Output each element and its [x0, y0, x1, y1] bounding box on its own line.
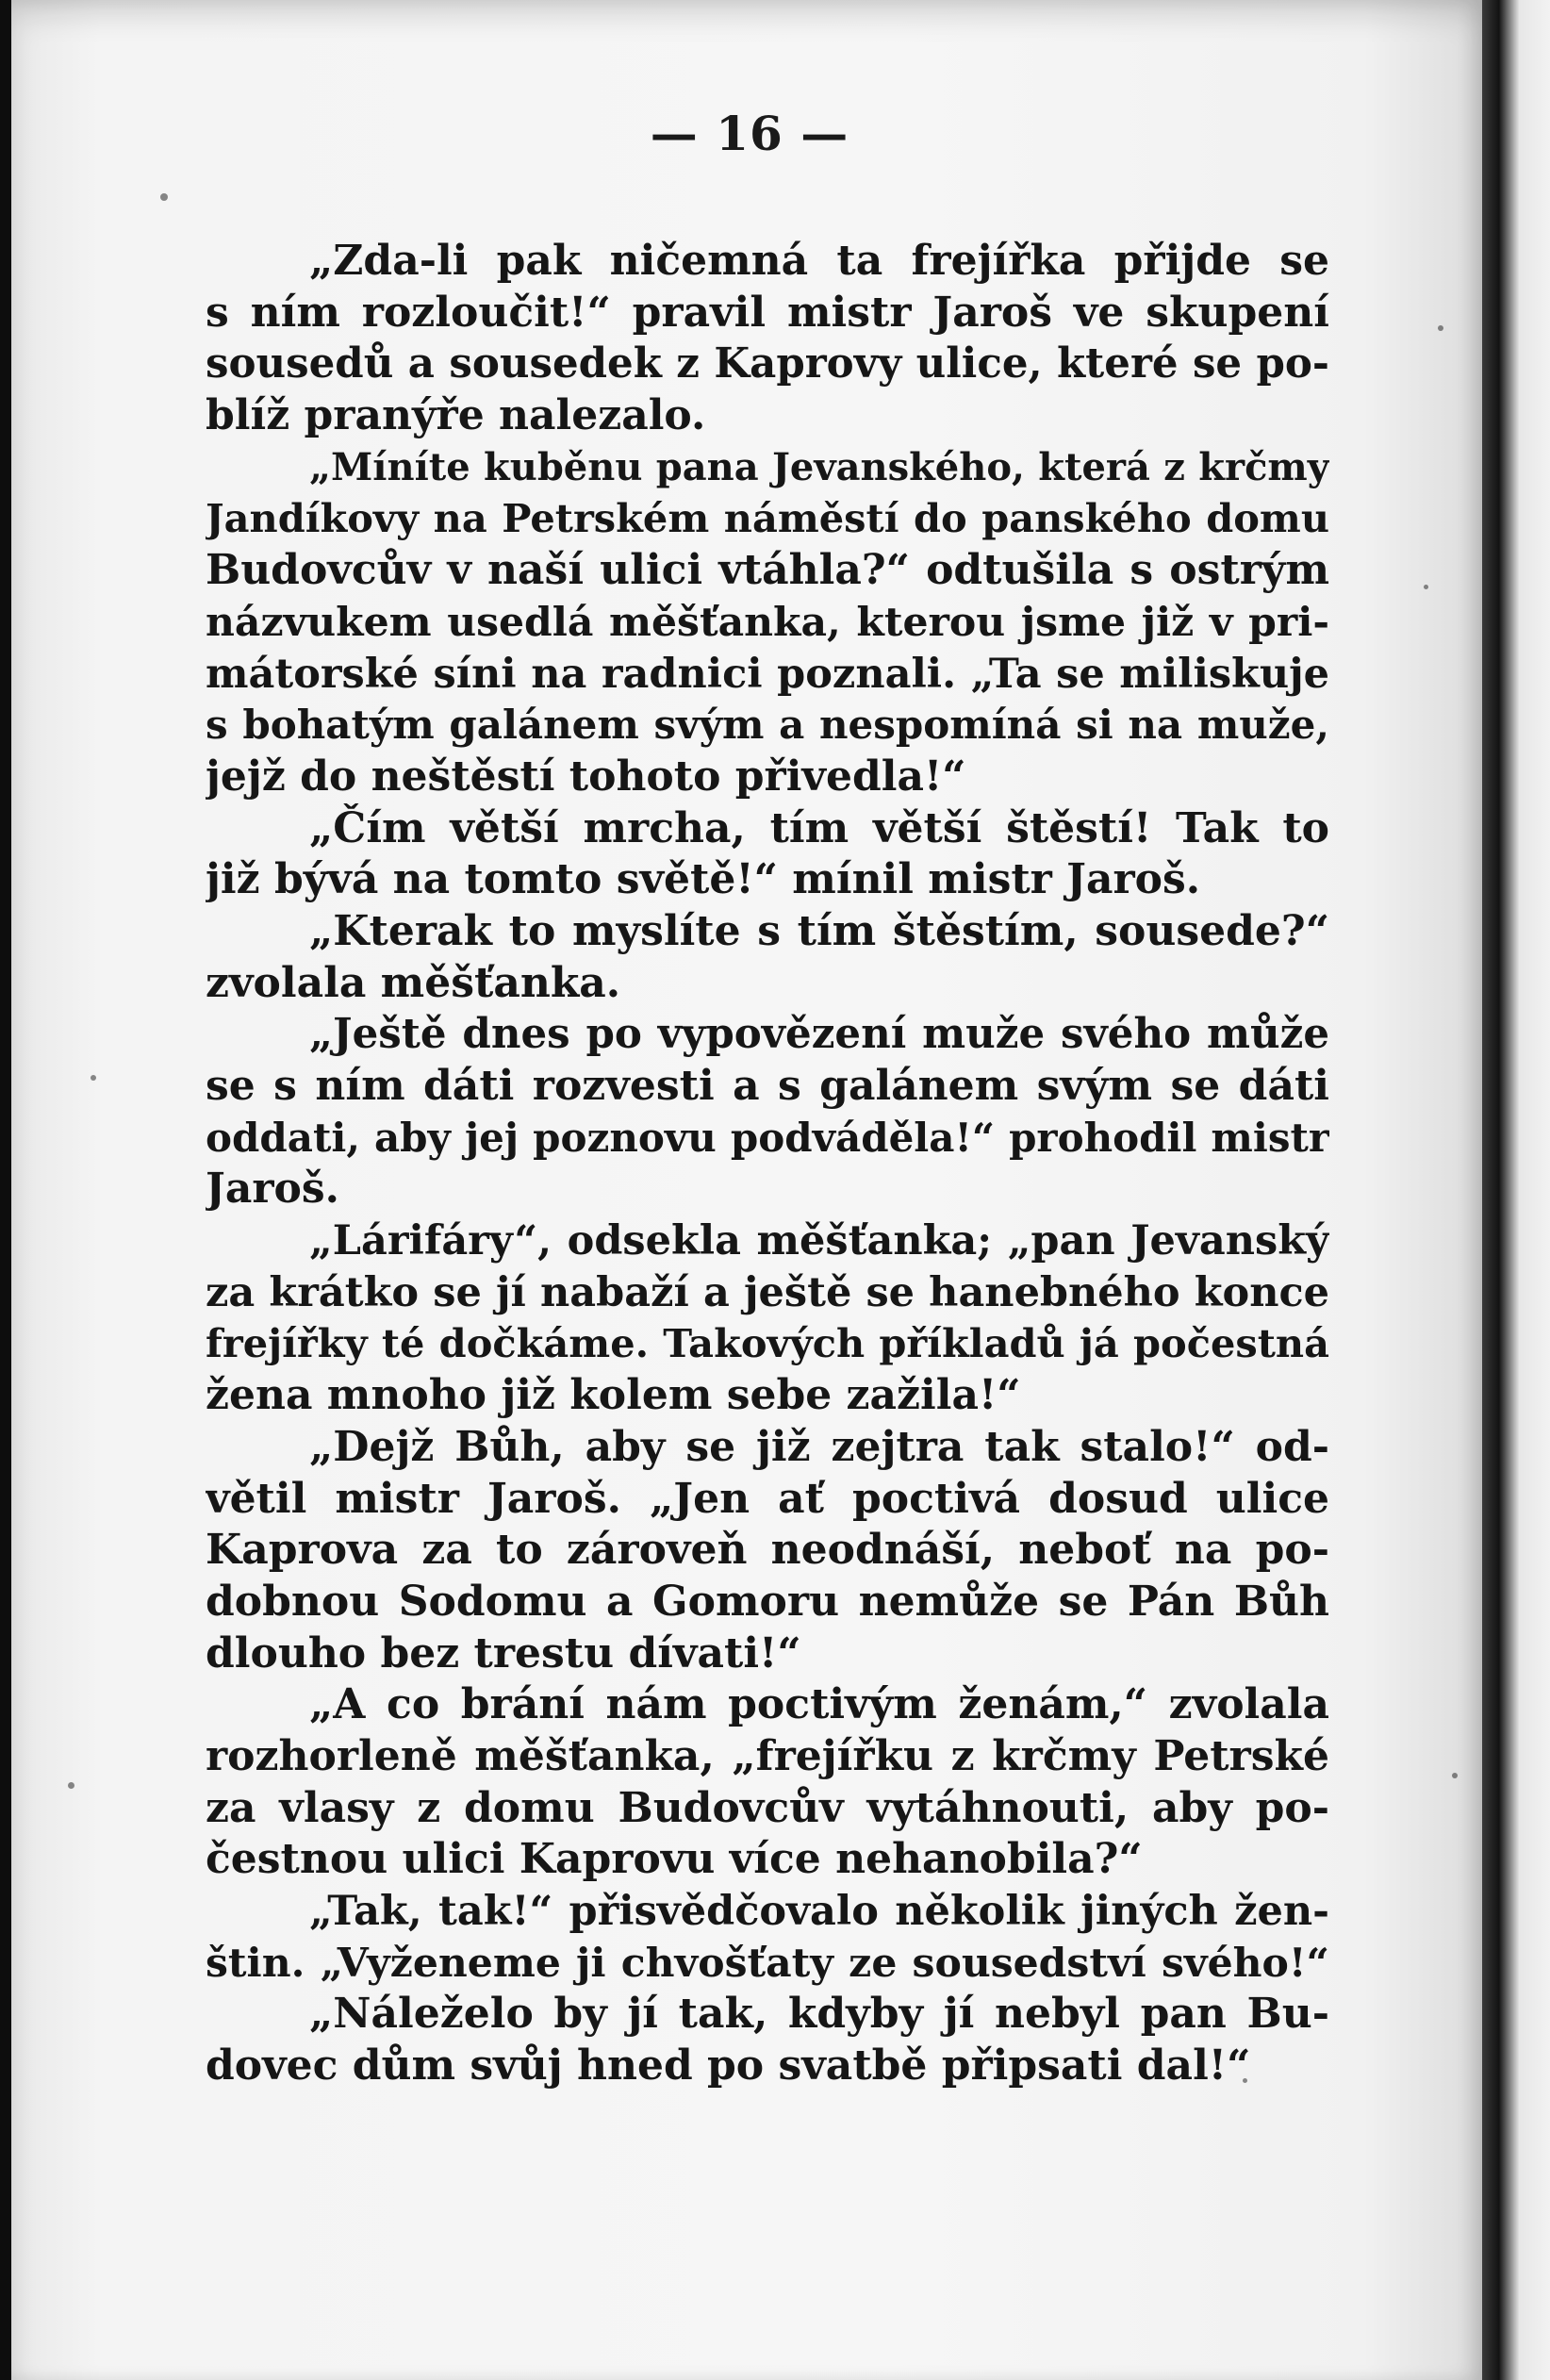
text-line: dobnou Sodomu a Gomoru nemůže se Pán Bůh: [206, 1577, 1329, 1626]
text-line: Kaprova za to zároveň neodnáší, neboť na po-: [206, 1526, 1329, 1575]
paper-speck: [1424, 585, 1428, 589]
text-line: s ním rozloučit!“ pravil mistr Jaroš ve skupení: [206, 288, 1329, 337]
paper-speck: [160, 193, 168, 201]
text-line: se s ním dáti rozvesti a s galánem svým se dáti: [206, 1062, 1329, 1110]
text-line: mátorské síni na radnici poznali. „Ta se miliskuje: [206, 650, 1329, 698]
text-line: Jandíkovy na Petrském náměstí do panského domu: [206, 495, 1329, 542]
paper-speck: [68, 1782, 74, 1789]
text-line: s bohatým galánem svým a nespomíná si na muže,: [206, 702, 1329, 749]
text-line: „Kterak to myslíte s tím štěstím, sousede?“: [309, 906, 1329, 955]
adjacent-page-edge: [1499, 0, 1550, 2380]
text-line: frejířky té dočkáme. Takových příkladů já počestná: [206, 1320, 1329, 1367]
text-line: dlouho bez trestu dívati!“: [206, 1628, 801, 1678]
body-text: [206, 236, 1329, 2092]
text-line: „Míníte kuběnu pana Jevanského, která z krčmy: [309, 444, 1329, 489]
text-line: „Tak, tak!“ přisvědčovalo několik jiných žen-: [309, 1888, 1329, 1935]
paper-speck: [1452, 1773, 1458, 1778]
text-line: rozhorleně měšťanka, „frejířku z krčmy Petrské: [206, 1731, 1329, 1780]
text-line: Budovcův v naší ulici vtáhla?“ odtušila s ostrým: [206, 546, 1329, 595]
text-line: Jaroš.: [206, 1165, 339, 1214]
text-line: blíž pranýře nalezalo.: [206, 391, 706, 440]
paper-speck: [91, 1075, 96, 1081]
text-line: „Náleželo by jí tak, kdyby jí nebyl pan Bu-: [309, 1990, 1329, 2039]
text-line: „Lárifáry“, odsekla měšťanka; „pan Jevanský: [309, 1217, 1329, 1265]
text-line: za vlasy z domu Budovcův vytáhnouti, aby po-: [206, 1783, 1329, 1832]
text-line: „Zda-li pak ničemná ta frejířka přijde se: [309, 237, 1329, 285]
text-line: oddati, aby jej poznovu podváděla!“ prohodil mistr: [206, 1114, 1329, 1161]
text-line: názvukem usedlá měšťanka, kterou jsme již v pri-: [206, 598, 1329, 646]
text-line: „Dejž Bůh, aby se již zejtra tak stalo!“ od-: [309, 1422, 1329, 1471]
text-line: zvolala měšťanka.: [206, 958, 621, 1007]
paper-speck: [1438, 325, 1443, 331]
text-line: štin. „Vyženeme ji chvošťaty ze sousedství svého!“: [206, 1939, 1329, 1987]
text-line: „Ještě dnes po vypovězení muže svého může: [309, 1010, 1329, 1059]
text-line: sousedů a sousedek z Kaprovy ulice, které se po-: [206, 339, 1329, 388]
text-line: za krátko se jí nabaží a ještě se hanebného konce: [206, 1268, 1329, 1316]
page-gutter-shadow: [1482, 0, 1499, 2380]
text-line: již bývá na tomto světě!“ mínil mistr Jaroš.: [206, 855, 1201, 904]
text-line: dovec dům svůj hned po svatbě připsati dal!“: [206, 2041, 1251, 2091]
text-line: čestnou ulici Kaprovu více nehanobila?“: [206, 1835, 1143, 1884]
text-line: „Čím větší mrcha, tím větší štěstí! Tak to: [309, 803, 1329, 852]
text-line: větil mistr Jaroš. „Jen ať poctivá dosud ulice: [206, 1474, 1329, 1523]
text-line: žena mnoho již kolem sebe zažila!“: [206, 1371, 1021, 1420]
text-line: „A co brání nám poctivým ženám,“ zvolala: [309, 1680, 1329, 1729]
text-line: jejž do neštěstí tohoto přivedla!“: [206, 752, 966, 801]
page-number: — 16 —: [650, 106, 849, 161]
